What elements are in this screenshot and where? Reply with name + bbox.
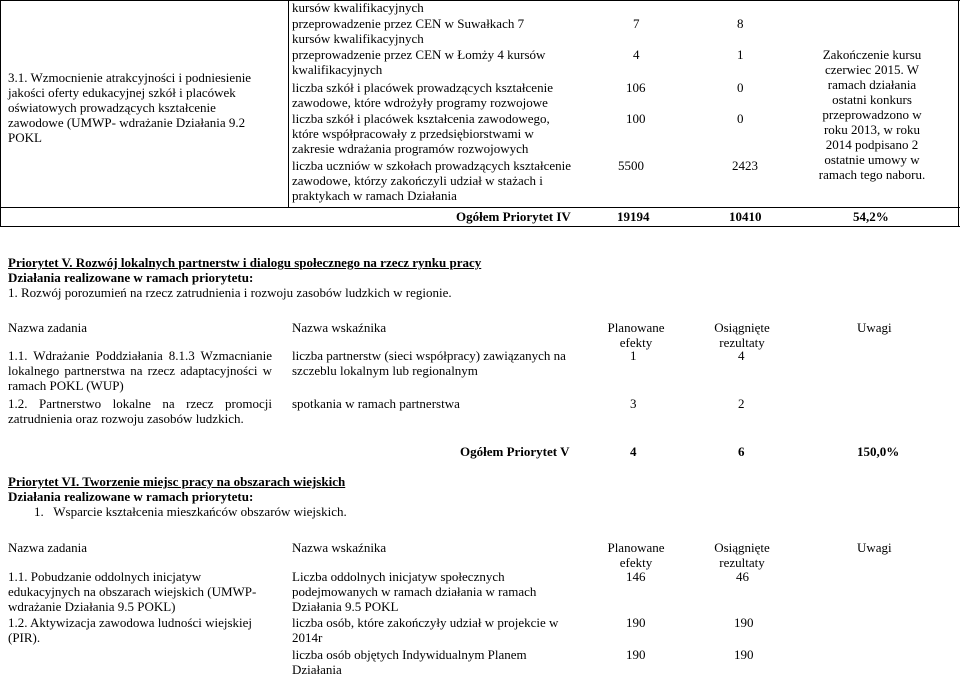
- planned-value: 190: [626, 647, 646, 662]
- indicator-cell: kursów kwalifikacyjnych: [292, 0, 424, 15]
- header-planned: Planowane efekty: [607, 540, 665, 570]
- achieved-value: 0: [737, 80, 744, 95]
- planned-value: 5500: [618, 158, 644, 173]
- achieved-value: 190: [734, 647, 754, 662]
- indicator-cell: liczba szkół i placówek prowadzących kształcenie zawodowe, które wdrożyły programy rozwojowe: [292, 80, 553, 110]
- planned-value: 100: [626, 111, 646, 126]
- section-subtitle: Działania realizowane w ramach priorytetu:: [8, 270, 254, 285]
- section-subtitle: Działania realizowane w ramach priorytetu:: [8, 489, 254, 504]
- planned-value: 190: [626, 615, 646, 630]
- header-indicator: Nazwa wskaźnika: [292, 320, 387, 335]
- achieved-value: 46: [736, 569, 749, 584]
- indicator-cell: liczba szkół i placówek kształcenia zawodowego, które współpracowały z przedsiębiorstwami w zakresie wdrażania programów rozwojowych: [292, 111, 550, 156]
- total-label: Ogółem Priorytet IV: [456, 209, 571, 224]
- header-remarks: Uwagi: [857, 320, 892, 335]
- task-cell: 1.2. Partnerstwo lokalne na rzecz promocji zatrudnienia oraz rozwoju zasobów ludzkich.: [8, 396, 272, 426]
- planned-value: 4: [633, 47, 640, 62]
- header-remarks: Uwagi: [857, 540, 892, 555]
- achieved-value: 4: [738, 348, 745, 363]
- task-cell: 1.2. Aktywizacja zawodowa ludności wiejskiej (PIR).: [8, 615, 253, 645]
- header-indicator: Nazwa wskaźnika: [292, 540, 387, 555]
- total-planned: 4: [630, 444, 637, 459]
- section-item: 1. Rozwój porozumień na rzecz zatrudnienia i rozwoju zasobów ludzkich w regionie.: [8, 285, 452, 300]
- indicator-cell: liczba partnerstw (sieci współpracy) zawiązanych na szczeblu lokalnym lub regionalnym: [292, 348, 566, 378]
- planned-value: 106: [626, 80, 646, 95]
- table-border: [958, 0, 959, 227]
- achieved-value: 1: [737, 47, 744, 62]
- task-cell: 3.1. Wzmocnienie atrakcyjności i podniesienie jakości oferty edukacyjnej szkół i placówek oświatowych prowadzących kształcenie zawodowe (UMWP- wdrażanie Działania 9.2 POKL: [8, 70, 252, 145]
- remarks-cell: Zakończenie kursu czerwiec 2015. W ramach działania ostatni konkurs przeprowadzono w roku 2013, w roku 2014 podpisano 2 ostatnie umowy w ramach tego naboru.: [818, 47, 926, 182]
- header-achieved: Osiągnięte rezultaty: [714, 540, 770, 570]
- indicator-cell: spotkania w ramach partnerstwa: [292, 396, 460, 411]
- table-border: [288, 0, 289, 207]
- planned-value: 1: [630, 348, 637, 363]
- header-task: Nazwa zadania: [8, 540, 88, 555]
- achieved-value: 2: [738, 396, 745, 411]
- table-border: [0, 207, 960, 208]
- section-item: 1. Wsparcie kształcenia mieszkańców obszarów wiejskich.: [34, 504, 347, 519]
- total-label: Ogółem Priorytet V: [460, 444, 570, 459]
- section-title: Priorytet V. Rozwój lokalnych partnerstw i dialogu społecznego na rzecz rynku pracy: [8, 255, 482, 270]
- task-cell: 1.1. Pobudzanie oddolnych inicjatyw edukacyjnych na obszarach wiejskich (UMWP- wdrażanie Działania 9.5 POKL): [8, 569, 257, 614]
- header-planned: Planowane efekty: [607, 320, 665, 350]
- section-title: Priorytet VI. Tworzenie miejsc pracy na obszarach wiejskich: [8, 474, 346, 489]
- planned-value: 7: [633, 16, 640, 31]
- total-achieved: 6: [738, 444, 745, 459]
- total-planned: 19194: [617, 209, 650, 224]
- indicator-cell: liczba uczniów w szkołach prowadzących kształcenie zawodowe, którzy zakończyli udział w stażach i praktykach w ramach Działania: [292, 158, 572, 203]
- total-percent: 150,0%: [857, 444, 900, 459]
- total-percent: 54,2%: [853, 209, 889, 224]
- planned-value: 146: [626, 569, 646, 584]
- indicator-cell: liczba osób, które zakończyły udział w projekcie w 2014r: [292, 615, 559, 645]
- indicator-cell: liczba osób objętych Indywidualnym Planem Działania: [292, 647, 527, 677]
- header-task: Nazwa zadania: [8, 320, 88, 335]
- total-achieved: 10410: [729, 209, 762, 224]
- indicator-cell: przeprowadzenie przez CEN w Suwałkach 7 kursów kwalifikacyjnych: [292, 16, 525, 46]
- task-cell: 1.1. Wdrażanie Poddziałania 8.1.3 Wzmacnianie lokalnego partnerstwa na rzecz adaptacyjności w ramach POKL (WUP): [8, 348, 272, 393]
- indicator-cell: przeprowadzenie przez CEN w Łomży 4 kursów kwalifikacyjnych: [292, 47, 546, 77]
- header-achieved: Osiągnięte rezultaty: [714, 320, 770, 350]
- achieved-value: 190: [734, 615, 754, 630]
- achieved-value: 8: [737, 16, 744, 31]
- table-border: [0, 226, 960, 227]
- achieved-value: 2423: [732, 158, 758, 173]
- table-border: [0, 0, 1, 227]
- planned-value: 3: [630, 396, 637, 411]
- indicator-cell: Liczba oddolnych inicjatyw społecznych podejmowanych w ramach działania w ramach Działania 9.5 POKL: [292, 569, 537, 614]
- achieved-value: 0: [737, 111, 744, 126]
